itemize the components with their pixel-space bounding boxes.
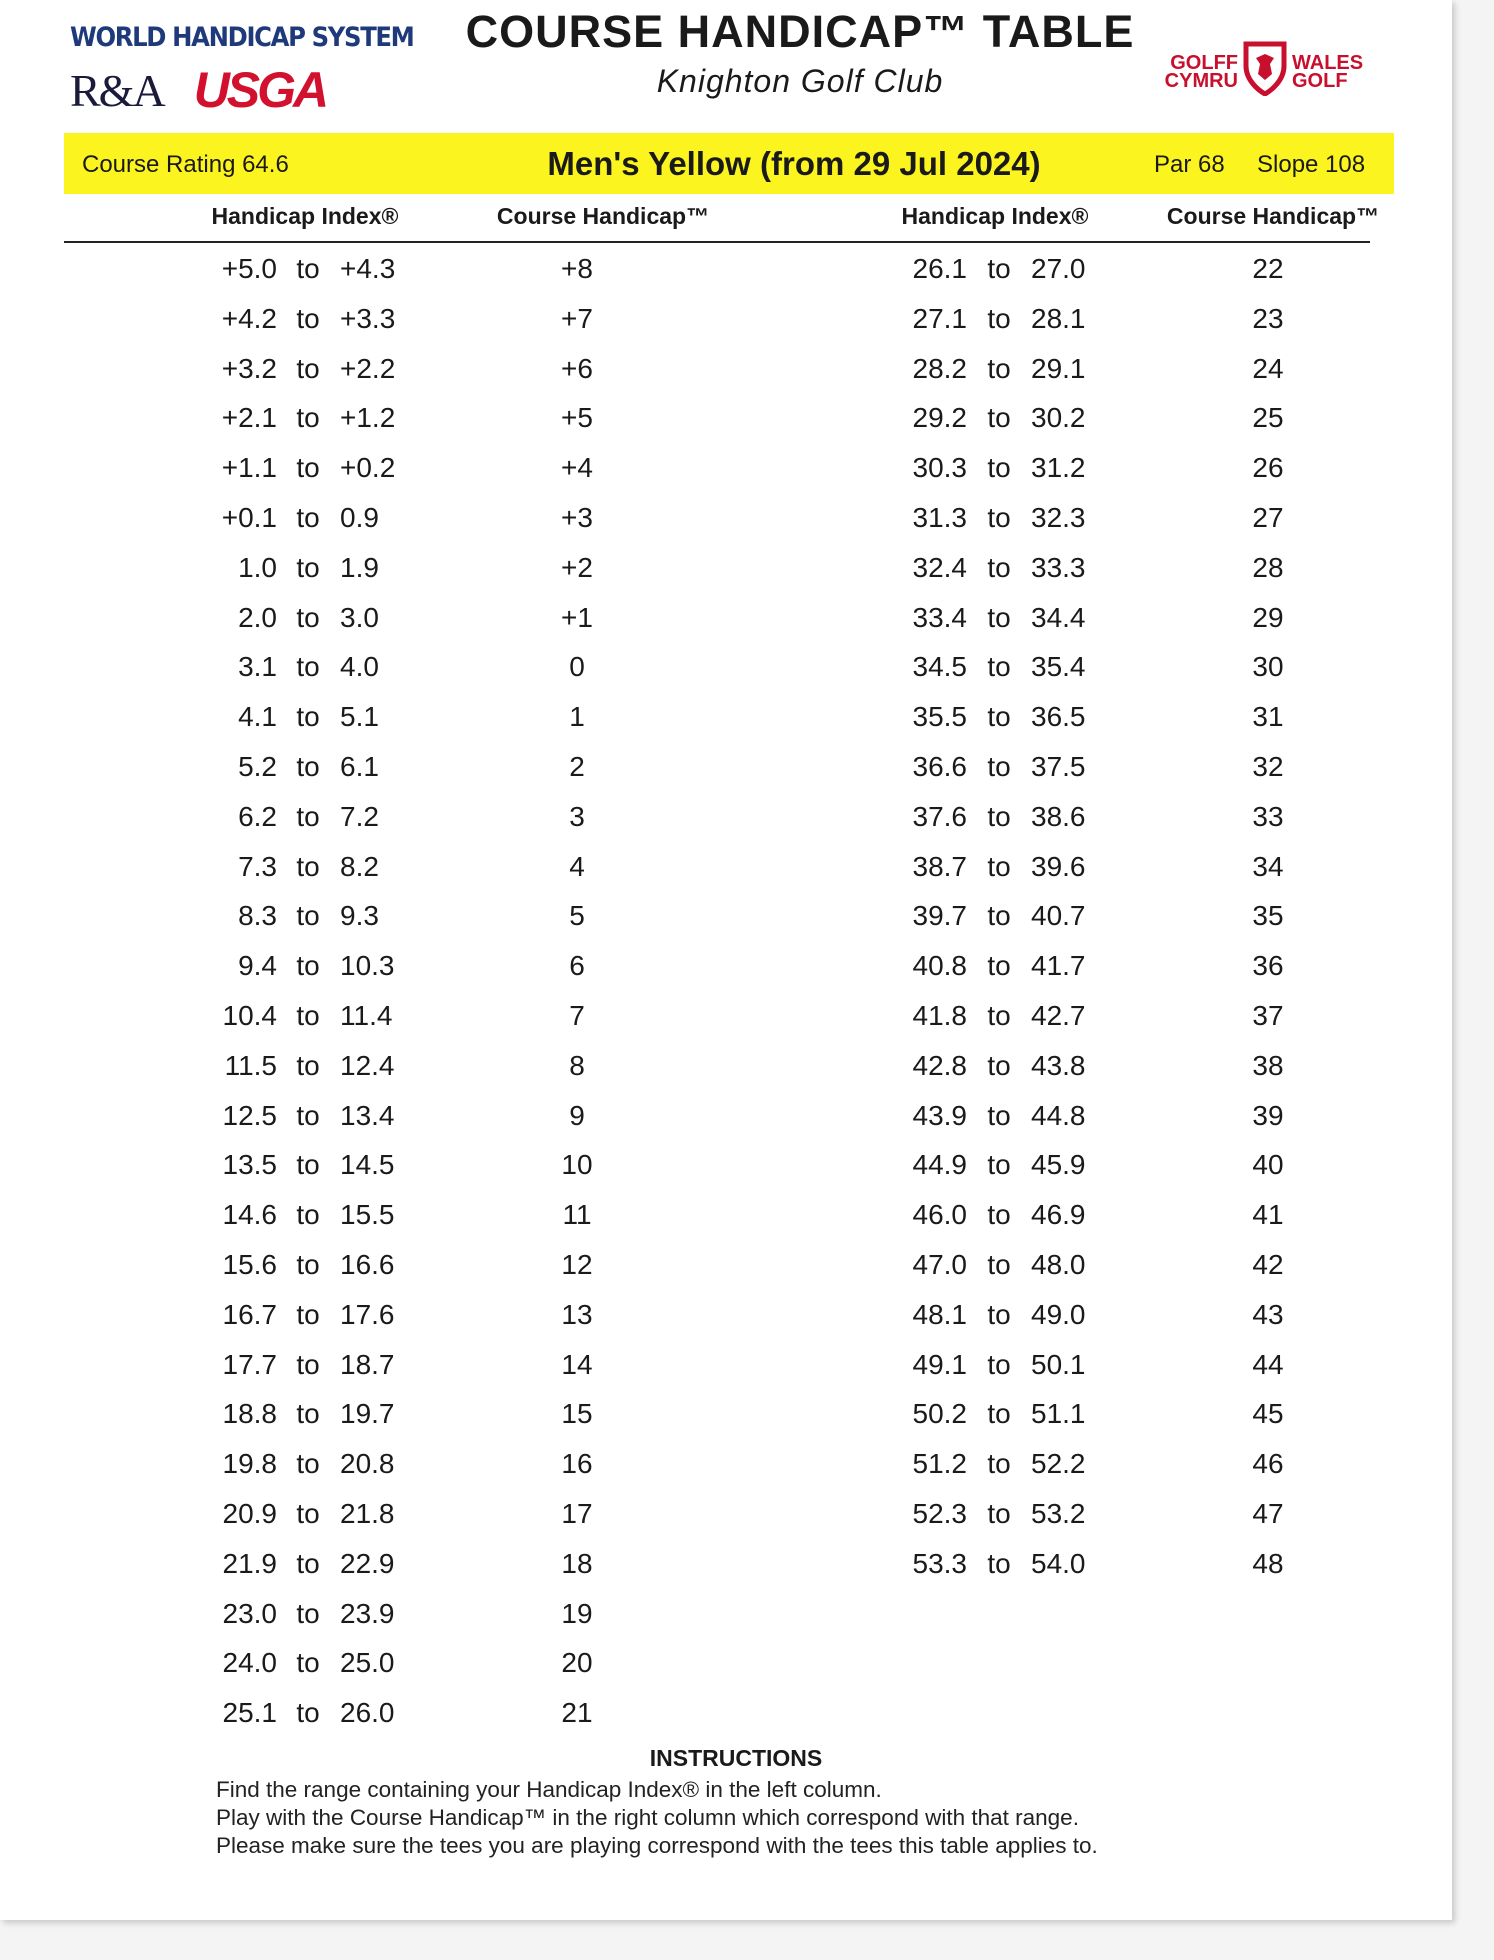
handicap-index-from: 14.6 <box>222 1199 277 1231</box>
course-handicap-value: 2 <box>569 750 585 782</box>
gw-line2-left: CYMRU <box>1164 70 1238 92</box>
range-separator: to <box>987 1199 1011 1231</box>
handicap-index-to: 32.3 <box>1031 501 1086 533</box>
course-handicap-value: 35 <box>1252 900 1284 932</box>
handicap-index-from: 48.1 <box>912 1298 967 1330</box>
range-separator: to <box>987 1398 1011 1430</box>
course-rating: Course Rating 64.6 <box>82 151 289 178</box>
handicap-index-to: 34.4 <box>1031 601 1086 633</box>
range-separator: to <box>987 1248 1011 1280</box>
handicap-index-to: 28.1 <box>1031 302 1086 334</box>
handicap-index-to: 45.9 <box>1031 1149 1086 1181</box>
range-separator: to <box>296 1547 320 1579</box>
course-handicap-value: 4 <box>569 850 585 882</box>
col-header-handicap-index-right: Handicap Index® <box>901 203 1089 229</box>
handicap-index-from: 29.2 <box>912 402 967 434</box>
handicap-index-from: 3.1 <box>238 651 277 683</box>
handicap-index-from: 31.3 <box>912 501 967 533</box>
handicap-index-to: 19.7 <box>340 1398 395 1430</box>
course-handicap-value: 5 <box>569 900 585 932</box>
course-handicap-value: 36 <box>1252 950 1284 982</box>
course-handicap-value: 40 <box>1252 1149 1284 1181</box>
range-separator: to <box>296 850 320 882</box>
col-header-course-handicap-right: Course Handicap™ <box>1166 203 1380 229</box>
handicap-index-to: 30.2 <box>1031 402 1086 434</box>
course-handicap-value: +5 <box>561 402 593 434</box>
handicap-index-to: 41.7 <box>1031 950 1086 982</box>
handicap-index-from: 32.4 <box>912 551 967 583</box>
range-separator: to <box>987 352 1011 384</box>
col-header-handicap-index-left: Handicap Index® <box>211 203 399 229</box>
col-header-course-handicap-left: Course Handicap™ <box>496 203 710 229</box>
range-separator: to <box>987 850 1011 882</box>
handicap-index-to: 52.2 <box>1031 1448 1086 1480</box>
range-separator: to <box>987 701 1011 733</box>
range-separator: to <box>987 750 1011 782</box>
course-handicap-value: 42 <box>1252 1248 1284 1280</box>
course-handicap-value: 47 <box>1252 1497 1284 1529</box>
handicap-index-to: 35.4 <box>1031 651 1086 683</box>
handicap-index-from: +2.1 <box>221 402 277 434</box>
handicap-index-to: 10.3 <box>340 950 395 982</box>
handicap-index-to: +3.3 <box>340 302 396 334</box>
range-separator: to <box>296 999 320 1031</box>
handicap-index-to: 20.8 <box>340 1448 395 1480</box>
course-handicap-value: 25 <box>1252 402 1284 434</box>
handicap-index-to: 23.9 <box>340 1597 395 1629</box>
course-handicap-value: 3 <box>569 800 585 832</box>
course-handicap-value: 44 <box>1252 1348 1284 1380</box>
handicap-index-from: 8.3 <box>238 900 277 932</box>
handicap-index-from: 47.0 <box>912 1248 967 1280</box>
handicap-index-to: 6.1 <box>340 750 379 782</box>
handicap-index-from: 40.8 <box>912 950 967 982</box>
tee-name: Men's Yellow (from 29 Jul 2024) <box>547 145 1041 182</box>
club-name: Knighton Golf Club <box>656 63 944 99</box>
handicap-index-to: 49.0 <box>1031 1298 1086 1330</box>
handicap-index-from: 5.2 <box>238 750 277 782</box>
handicap-index-to: 31.2 <box>1031 452 1086 484</box>
course-handicap-value: 28 <box>1252 551 1284 583</box>
handicap-index-from: 43.9 <box>912 1099 967 1131</box>
handicap-index-from: 2.0 <box>238 601 277 633</box>
course-handicap-value: 13 <box>561 1298 593 1330</box>
range-separator: to <box>296 1199 320 1231</box>
range-separator: to <box>296 1298 320 1330</box>
range-separator: to <box>296 1448 320 1480</box>
handicap-index-from: 30.3 <box>912 452 967 484</box>
handicap-index-to: +0.2 <box>340 452 396 484</box>
handicap-index-to: +4.3 <box>340 253 396 284</box>
range-separator: to <box>987 1547 1011 1579</box>
course-handicap-value: 48 <box>1252 1547 1284 1579</box>
range-separator: to <box>296 1647 320 1679</box>
handicap-index-to: 5.1 <box>340 701 379 733</box>
handicap-index-to: 1.9 <box>340 551 379 583</box>
handicap-index-from: 38.7 <box>912 850 967 882</box>
range-separator: to <box>296 900 320 932</box>
handicap-index-to: 9.3 <box>340 900 379 932</box>
handicap-index-from: 16.7 <box>222 1298 277 1330</box>
course-handicap-value: +1 <box>561 601 593 633</box>
course-handicap-value: 43 <box>1252 1298 1284 1330</box>
course-handicap-value: 24 <box>1252 352 1284 384</box>
handicap-index-from: 15.6 <box>222 1248 277 1280</box>
gw-line1-right: WALES <box>1292 52 1364 74</box>
range-separator: to <box>296 1248 320 1280</box>
handicap-index-from: 42.8 <box>912 1049 967 1081</box>
handicap-index-to: 8.2 <box>340 850 379 882</box>
handicap-index-from: 37.6 <box>912 800 967 832</box>
handicap-index-from: 13.5 <box>222 1149 277 1181</box>
course-handicap-value: 9 <box>569 1099 585 1131</box>
range-separator: to <box>296 1149 320 1181</box>
handicap-index-to: 13.4 <box>340 1099 395 1131</box>
range-separator: to <box>296 1697 320 1729</box>
course-handicap-value: 20 <box>561 1647 593 1679</box>
range-separator: to <box>296 352 320 384</box>
course-handicap-value: 16 <box>561 1448 593 1480</box>
course-handicap-value: +2 <box>561 551 593 583</box>
handicap-index-to: 39.6 <box>1031 850 1086 882</box>
course-handicap-value: +7 <box>561 302 593 334</box>
handicap-index-from: 19.8 <box>222 1448 277 1480</box>
handicap-index-from: 26.1 <box>912 253 967 284</box>
course-handicap-value: 18 <box>561 1547 593 1579</box>
range-separator: to <box>296 501 320 533</box>
tee-info-band <box>64 133 1394 194</box>
course-handicap-value: 17 <box>561 1497 593 1529</box>
handicap-index-from: +1.1 <box>221 452 277 484</box>
handicap-index-to: 40.7 <box>1031 900 1086 932</box>
range-separator: to <box>987 900 1011 932</box>
whs-logo <box>70 22 414 119</box>
course-handicap-value: 15 <box>561 1398 593 1430</box>
handicap-index-from: 35.5 <box>912 701 967 733</box>
range-separator: to <box>987 950 1011 982</box>
handicap-index-to: 21.8 <box>340 1497 395 1529</box>
handicap-index-from: 39.7 <box>912 900 967 932</box>
handicap-index-to: 22.9 <box>340 1547 395 1579</box>
handicap-index-from: 1.0 <box>238 551 277 583</box>
handicap-index-to: 50.1 <box>1031 1348 1086 1380</box>
handicap-index-from: 6.2 <box>238 800 277 832</box>
range-separator: to <box>987 402 1011 434</box>
handicap-index-from: 41.8 <box>912 999 967 1031</box>
shield-icon <box>1242 40 1288 96</box>
course-handicap-value: 46 <box>1252 1448 1284 1480</box>
handicap-index-from: 27.1 <box>912 302 967 334</box>
handicap-index-from: 7.3 <box>238 850 277 882</box>
handicap-index-to: +1.2 <box>340 402 396 434</box>
course-handicap-value: 32 <box>1252 750 1284 782</box>
handicap-index-from: 4.1 <box>238 701 277 733</box>
handicap-index-to: 36.5 <box>1031 701 1086 733</box>
handicap-index-from: 10.4 <box>222 999 277 1031</box>
range-separator: to <box>296 302 320 334</box>
usga-logo: USGA <box>193 62 327 118</box>
handicap-index-from: 44.9 <box>912 1149 967 1181</box>
handicap-index-to: 48.0 <box>1031 1248 1086 1280</box>
handicap-index-from: 46.0 <box>912 1199 967 1231</box>
handicap-index-to: 0.9 <box>340 501 379 533</box>
handicap-index-to: 3.0 <box>340 601 379 633</box>
range-separator: to <box>987 1149 1011 1181</box>
handicap-index-to: 4.0 <box>340 651 379 683</box>
handicap-index-to: +2.2 <box>340 352 396 384</box>
range-separator: to <box>987 1497 1011 1529</box>
handicap-index-from: +4.2 <box>221 302 277 334</box>
handicap-index-from: 51.2 <box>912 1448 967 1480</box>
range-separator: to <box>296 1597 320 1629</box>
range-separator: to <box>296 950 320 982</box>
page-title: COURSE HANDICAP™ TABLE <box>465 6 1135 57</box>
handicap-index-from: 24.0 <box>222 1647 277 1679</box>
handicap-index-to: 29.1 <box>1031 352 1086 384</box>
range-separator: to <box>296 651 320 683</box>
instruction-line: Play with the Course Handicap™ in the right column which correspond with that range. <box>216 1805 1079 1830</box>
handicap-index-from: 34.5 <box>912 651 967 683</box>
range-separator: to <box>987 999 1011 1031</box>
range-separator: to <box>296 1497 320 1529</box>
range-separator: to <box>296 452 320 484</box>
handicap-index-to: 11.4 <box>340 999 393 1031</box>
course-handicap-value: 12 <box>561 1248 593 1280</box>
handicap-index-from: 28.2 <box>912 352 967 384</box>
course-handicap-value: 30 <box>1252 651 1284 683</box>
handicap-index-to: 44.8 <box>1031 1099 1086 1131</box>
handicap-index-from: 52.3 <box>912 1497 967 1529</box>
course-handicap-value: 26 <box>1252 452 1284 484</box>
handicap-index-from: 21.9 <box>222 1547 277 1579</box>
course-handicap-value: 14 <box>561 1348 593 1380</box>
handicap-index-from: 50.2 <box>912 1398 967 1430</box>
handicap-index-to: 16.6 <box>340 1248 395 1280</box>
range-separator: to <box>296 800 320 832</box>
handicap-index-from: 25.1 <box>222 1697 277 1729</box>
handicap-index-from: 33.4 <box>912 601 967 633</box>
handicap-index-to: 38.6 <box>1031 800 1086 832</box>
range-separator: to <box>296 1348 320 1380</box>
course-handicap-value: 27 <box>1252 501 1284 533</box>
handicap-index-to: 43.8 <box>1031 1049 1086 1081</box>
course-handicap-value: 34 <box>1252 850 1284 882</box>
range-separator: to <box>296 750 320 782</box>
range-separator: to <box>987 800 1011 832</box>
course-handicap-value: 23 <box>1252 302 1284 334</box>
handicap-index-to: 51.1 <box>1031 1398 1086 1430</box>
handicap-index-to: 27.0 <box>1031 253 1086 284</box>
handicap-index-from: 12.5 <box>222 1099 277 1131</box>
course-handicap-value: +3 <box>561 501 593 533</box>
handicap-index-from: 11.5 <box>224 1049 277 1081</box>
handicap-index-from: 20.9 <box>222 1497 277 1529</box>
range-separator: to <box>987 1298 1011 1330</box>
course-handicap-value: 22 <box>1252 253 1284 284</box>
range-separator: to <box>987 1348 1011 1380</box>
course-handicap-value: 7 <box>569 999 585 1031</box>
handicap-index-to: 53.2 <box>1031 1497 1086 1529</box>
course-handicap-value: 31 <box>1252 701 1284 733</box>
course-handicap-value: 21 <box>561 1697 593 1729</box>
handicap-index-to: 46.9 <box>1031 1199 1086 1231</box>
course-handicap-value: 38 <box>1252 1049 1284 1081</box>
range-separator: to <box>296 402 320 434</box>
handicap-index-to: 37.5 <box>1031 750 1086 782</box>
par-value: Par 68 <box>1154 151 1225 178</box>
handicap-index-from: +5.0 <box>221 253 277 284</box>
handicap-index-to: 15.5 <box>340 1199 395 1231</box>
handicap-index-from: 9.4 <box>238 950 277 982</box>
instruction-line: Please make sure the tees you are playing correspond with the tees this table applies to. <box>216 1833 1098 1858</box>
handicap-index-from: 17.7 <box>222 1348 277 1380</box>
course-handicap-value: +4 <box>561 452 593 484</box>
handicap-index-from: 53.3 <box>912 1547 967 1579</box>
course-handicap-value: 8 <box>569 1049 585 1081</box>
handicap-index-from: 23.0 <box>222 1597 277 1629</box>
course-handicap-value: 0 <box>569 651 585 683</box>
range-separator: to <box>987 551 1011 583</box>
range-separator: to <box>296 1049 320 1081</box>
ra-logo: R&A <box>70 64 164 116</box>
handicap-index-to: 25.0 <box>340 1647 395 1679</box>
gw-line1-left: GOLFF <box>1170 52 1238 74</box>
range-separator: to <box>987 452 1011 484</box>
range-separator: to <box>987 1099 1011 1131</box>
range-separator: to <box>296 701 320 733</box>
course-handicap-value: 11 <box>562 1199 592 1231</box>
golf-wales-logo <box>1150 34 1370 104</box>
handicap-index-from: 18.8 <box>222 1398 277 1430</box>
handicap-index-to: 42.7 <box>1031 999 1086 1031</box>
instructions-title: INSTRUCTIONS <box>649 1745 823 1771</box>
range-separator: to <box>296 253 320 284</box>
range-separator: to <box>987 253 1011 284</box>
range-separator: to <box>987 651 1011 683</box>
course-handicap-value: +6 <box>561 352 593 384</box>
handicap-index-to: 33.3 <box>1031 551 1086 583</box>
course-handicap-value: 41 <box>1252 1199 1284 1231</box>
range-separator: to <box>296 1099 320 1131</box>
range-separator: to <box>987 601 1011 633</box>
course-handicap-value: +8 <box>561 253 593 284</box>
course-handicap-value: 19 <box>561 1597 593 1629</box>
range-separator: to <box>296 1398 320 1430</box>
course-handicap-value: 6 <box>569 950 585 982</box>
range-separator: to <box>987 1448 1011 1480</box>
course-handicap-value: 10 <box>561 1149 593 1181</box>
course-handicap-value: 37 <box>1252 999 1284 1031</box>
range-separator: to <box>987 1049 1011 1081</box>
course-handicap-value: 1 <box>569 701 585 733</box>
slope-value: Slope 108 <box>1257 151 1366 178</box>
range-separator: to <box>987 501 1011 533</box>
handicap-index-to: 7.2 <box>340 800 379 832</box>
whs-label: WORLD HANDICAP SYSTEM <box>70 22 414 53</box>
gw-line2-right: GOLF <box>1292 70 1348 92</box>
handicap-index-from: +3.2 <box>221 352 277 384</box>
handicap-index-to: 17.6 <box>340 1298 395 1330</box>
handicap-index-to: 26.0 <box>340 1697 395 1729</box>
range-separator: to <box>296 551 320 583</box>
course-handicap-value: 45 <box>1252 1398 1284 1430</box>
handicap-index-to: 54.0 <box>1031 1547 1086 1579</box>
course-handicap-value: 33 <box>1252 800 1284 832</box>
handicap-index-to: 12.4 <box>340 1049 395 1081</box>
header-divider <box>64 241 1370 243</box>
range-separator: to <box>296 601 320 633</box>
handicap-index-to: 18.7 <box>340 1348 395 1380</box>
instruction-line: Find the range containing your Handicap Index® in the left column. <box>216 1777 882 1802</box>
instructions-text <box>216 1776 1098 1860</box>
handicap-index-from: 36.6 <box>912 750 967 782</box>
course-handicap-value: 39 <box>1252 1099 1284 1131</box>
handicap-index-to: 14.5 <box>340 1149 395 1181</box>
handicap-index-from: +0.1 <box>221 501 277 533</box>
range-separator: to <box>987 302 1011 334</box>
course-handicap-value: 29 <box>1252 601 1284 633</box>
handicap-index-from: 49.1 <box>912 1348 967 1380</box>
